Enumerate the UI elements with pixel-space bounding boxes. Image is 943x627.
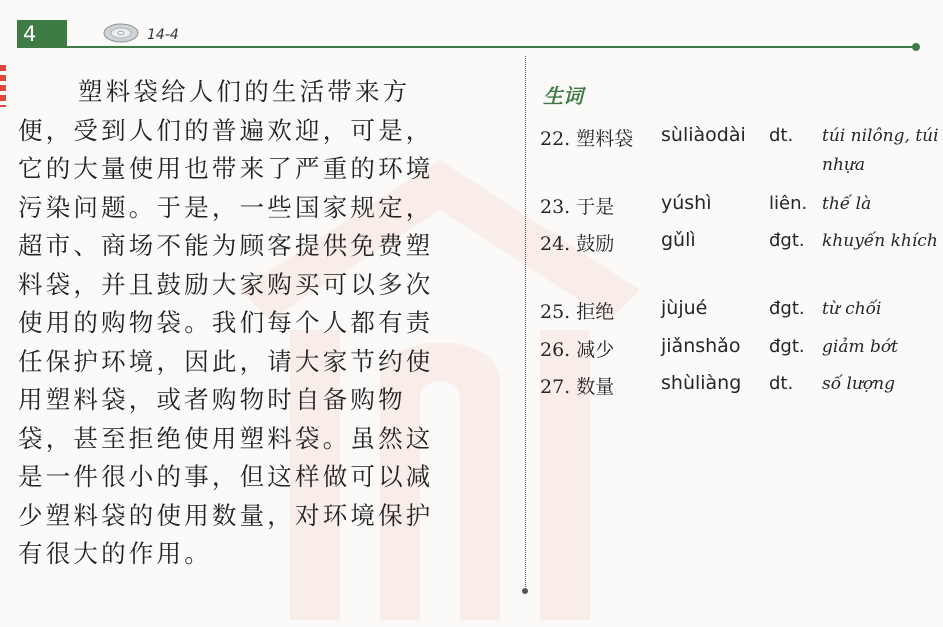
passage-line: 它的大量使用也带来了严重的环境: [18, 154, 434, 183]
vocab-meaning: giảm bớt: [822, 337, 898, 357]
column-divider: [525, 56, 526, 591]
reading-passage: [18, 73, 463, 574]
vocab-part-of-speech: dt.: [769, 125, 794, 146]
vocab-part-of-speech: đgt.: [769, 298, 805, 319]
header-rule: [67, 46, 917, 48]
vocab-word: 23. 于是: [540, 196, 615, 218]
vocab-pinyin: yúshì: [661, 192, 712, 214]
audio-track-label: 14-4: [147, 27, 179, 43]
vocab-meaning: túi nilông, túi nhựa: [822, 126, 939, 175]
vocab-part-of-speech: đgt.: [769, 230, 805, 251]
passage-line: 塑料袋给人们的生活带来方: [78, 77, 411, 106]
vocab-word: 26. 减少: [540, 339, 615, 361]
passage-line: 料袋，并且鼓励大家购买可以多次: [18, 269, 434, 299]
vocab-word: 25. 拒绝: [540, 301, 615, 323]
vocab-part-of-speech: dt.: [769, 373, 794, 394]
passage-line: 任保护环境，因此，请大家节约使: [18, 346, 434, 376]
vocab-pinyin: jiǎnshǎo: [661, 335, 741, 357]
lesson-number-badge: [17, 20, 67, 48]
vocab-pinyin: jùjué: [661, 297, 708, 319]
vocab-pinyin: sùliàodài: [661, 124, 746, 146]
vocab-word: 24. 鼓励: [540, 233, 615, 255]
vocab-meaning: từ chối: [822, 299, 882, 319]
column-divider-end-dot: [522, 588, 528, 594]
vocab-part-of-speech: liên.: [769, 193, 808, 214]
lesson-number: 4: [23, 22, 37, 46]
passage-line: 超市、商场不能为顾客提供免费塑: [18, 231, 434, 260]
vocab-meaning: thế là: [822, 194, 872, 214]
vocab-pinyin: gǔlì: [661, 229, 696, 251]
passage-line: 少塑料袋的使用数量，对环境保护: [18, 500, 434, 530]
vocab-pinyin: shùliàng: [661, 372, 742, 394]
passage-line: 有很大的作用。: [18, 539, 212, 568]
page-edge-mark: [0, 65, 6, 107]
passage-line: 袋，甚至拒绝使用塑料袋。虽然这: [18, 423, 434, 453]
passage-line: 便，受到人们的普遍欢迎，可是，: [18, 115, 434, 145]
passage-line: 用塑料袋，或者购物时自备购物: [18, 385, 406, 414]
vocab-title: 生词: [543, 84, 583, 108]
header-rule-end-dot: [912, 43, 920, 51]
vocab-word: 22. 塑料袋: [540, 128, 634, 150]
audio-cd-icon: [102, 20, 140, 44]
passage-line: 污染问题。于是，一些国家规定，: [18, 192, 434, 222]
vocab-meaning: khuyến khích: [822, 231, 938, 251]
vocab-part-of-speech: đgt.: [769, 336, 805, 357]
vocab-meaning: số lượng: [822, 374, 895, 394]
passage-line: 是一件很小的事，但这样做可以减: [18, 462, 434, 491]
passage-line: 使用的购物袋。我们每个人都有责: [18, 308, 434, 337]
vocab-word: 27. 数量: [540, 376, 615, 398]
